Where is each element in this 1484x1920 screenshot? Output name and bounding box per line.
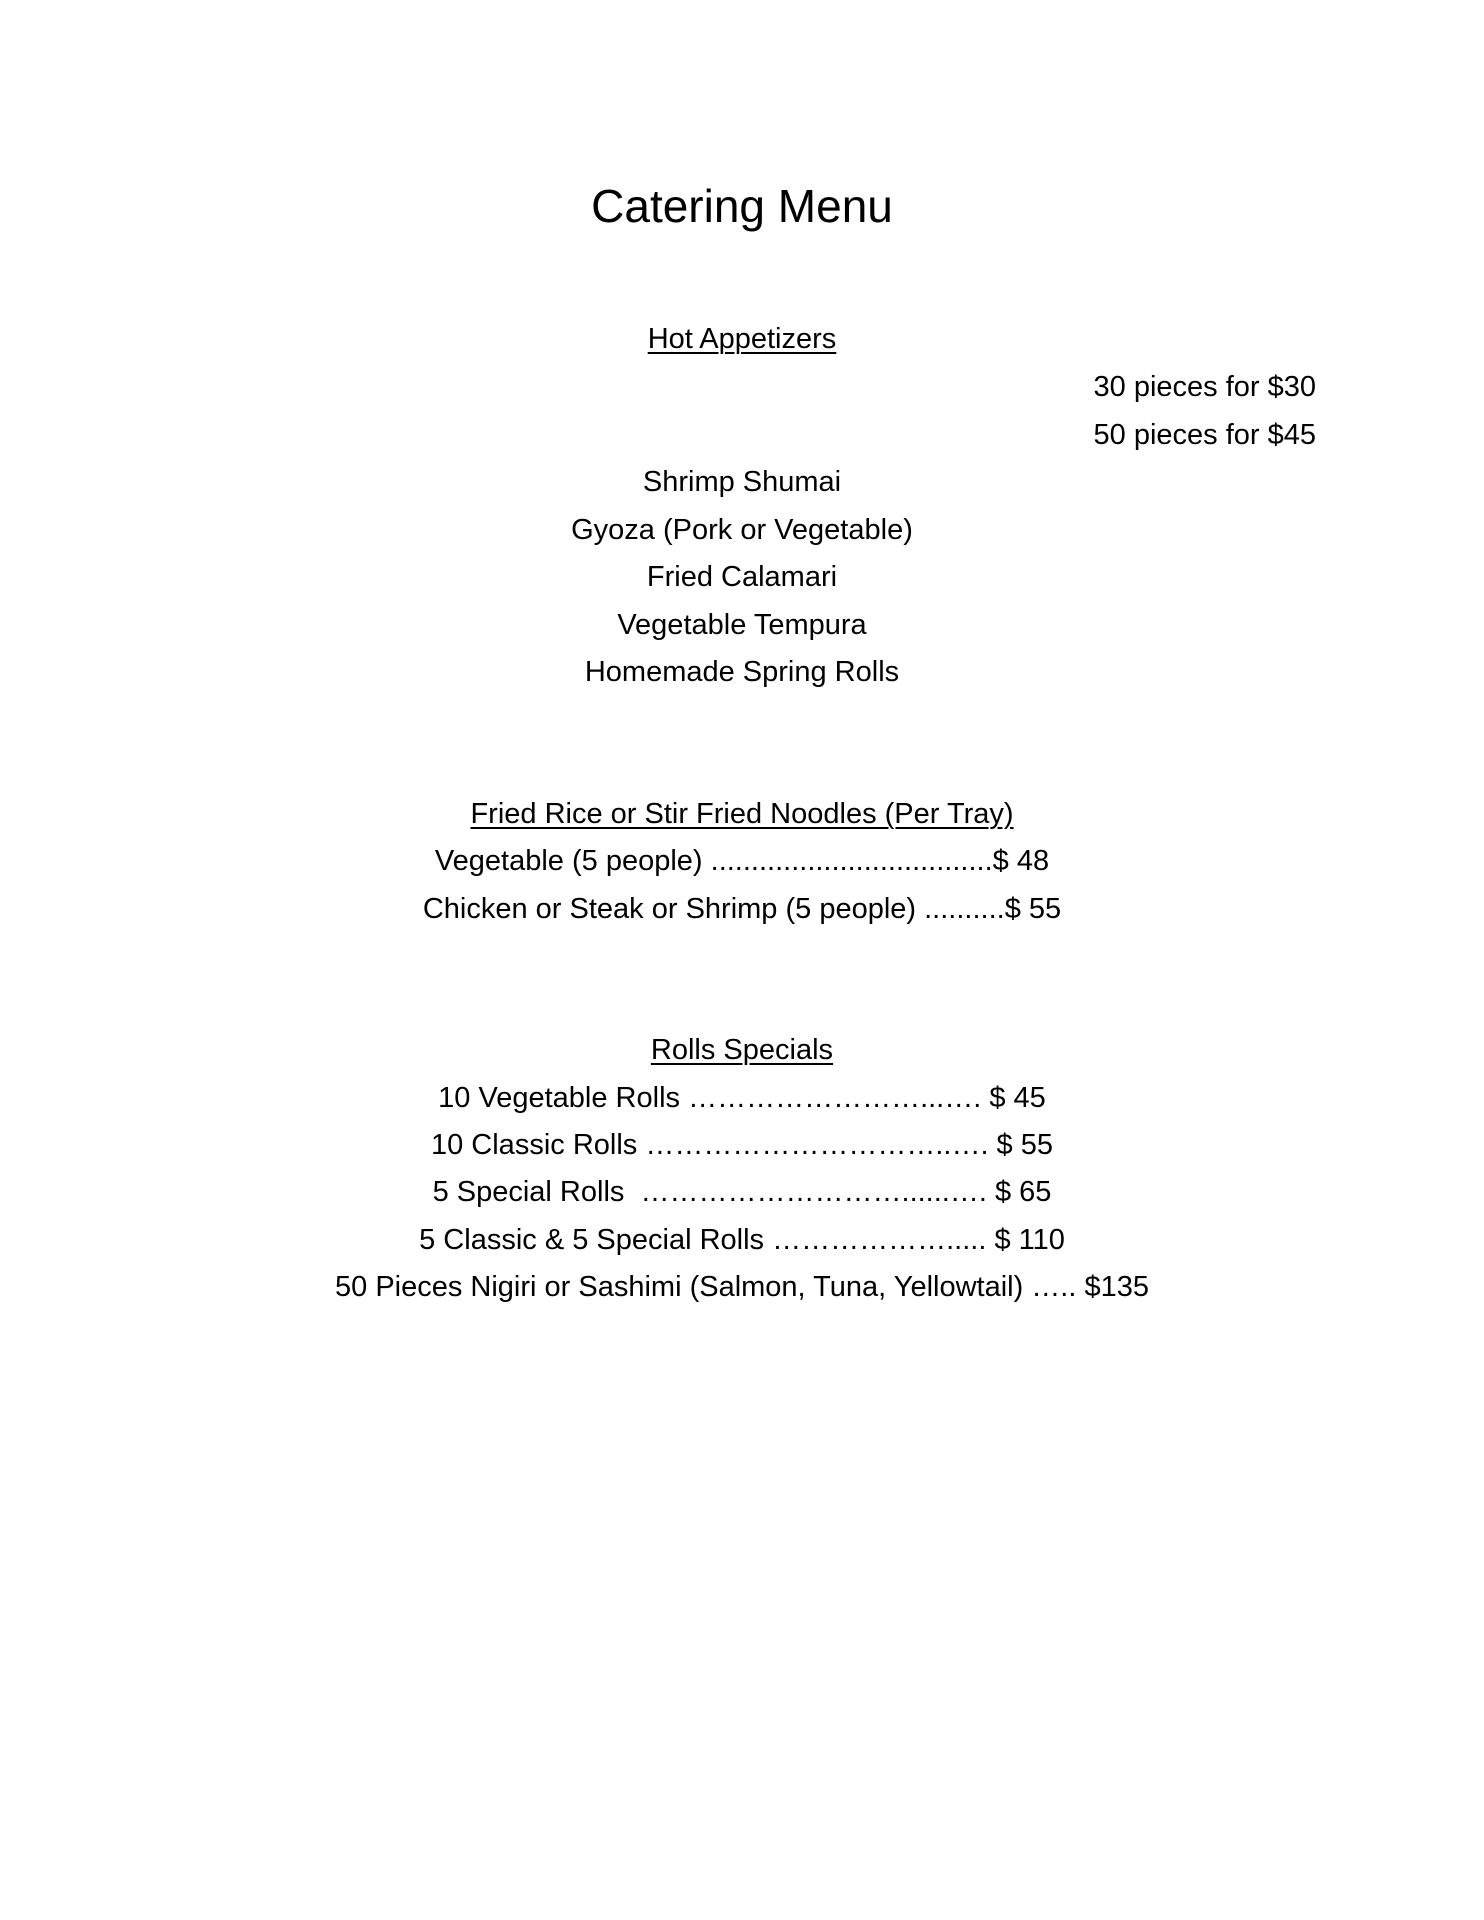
rolls-specials-heading: Rolls Specials	[650, 1034, 834, 1066]
appetizer-item: Shrimp Shumai	[642, 466, 842, 498]
fried-rice-heading: Fried Rice or Stir Fried Noodles (Per Tray)	[470, 798, 1014, 830]
fried-rice-item: Vegetable (5 people) ...................................$ 48	[434, 845, 1050, 877]
appetizer-item: Gyoza (Pork or Vegetable)	[571, 514, 913, 546]
rolls-item: 10 Classic Rolls …………………………..…. $ 55	[430, 1129, 1053, 1161]
appetizer-item: Homemade Spring Rolls	[584, 656, 900, 688]
fried-rice-item: Chicken or Steak or Shrimp (5 people) ..........$ 55	[422, 893, 1062, 925]
appetizer-price-50: 50 pieces for $45	[1093, 419, 1316, 451]
appetizer-item: Vegetable Tempura	[617, 609, 867, 641]
appetizer-price-30: 30 pieces for $30	[1093, 371, 1316, 403]
rolls-item: 50 Pieces Nigiri or Sashimi (Salmon, Tuna, Yellowtail) ….. $135	[335, 1271, 1149, 1303]
appetizer-item: Fried Calamari	[646, 561, 838, 593]
rolls-item: 10 Vegetable Rolls ……………………...…. $ 45	[438, 1082, 1046, 1114]
hot-appetizers-heading: Hot Appetizers	[647, 323, 837, 355]
rolls-item: 5 Special Rolls ………………………......…. $ 65	[432, 1176, 1052, 1208]
page-title: Catering Menu	[591, 180, 893, 232]
rolls-item: 5 Classic & 5 Special Rolls ………………..... $ 110	[419, 1224, 1065, 1256]
